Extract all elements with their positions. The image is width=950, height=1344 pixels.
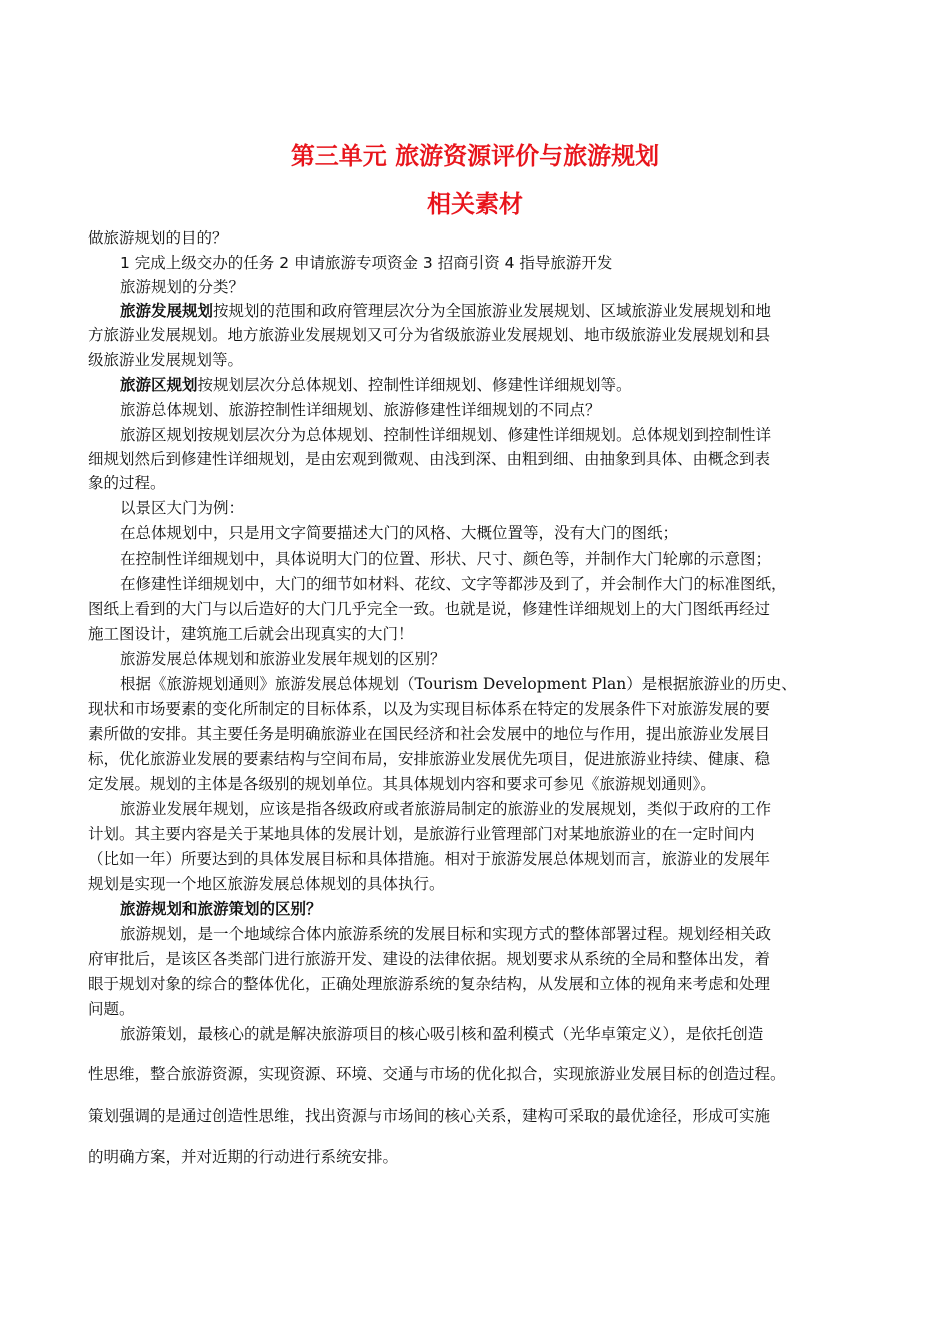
- text-line: 细规划然后到修建性详细规划，是由宏观到微观、由浅到深、由粗到细、由抽象到具体、由概念到表: [88, 450, 771, 468]
- text-line: 1 完成上级交办的任务 2 申请旅游专项资金 3 招商引资 4 指导旅游开发: [120, 254, 613, 272]
- text-line: 以景区大门为例：: [120, 499, 245, 517]
- bold-heading: 旅游规划和旅游策划的区别？: [120, 900, 322, 918]
- line-text: 按规划的范围和政府管理层次分为全国旅游业发展规划、区域旅游业发展规划和地: [213, 302, 772, 320]
- text-line: 素所做的安排。其主要任务是明确旅游业在国民经济和社会发展中的地位与作用，提出旅游业发展目: [88, 725, 771, 743]
- text-line: 旅游规划，是一个地域综合体内旅游系统的发展目标和实现方式的整体部署过程。规划经相关政: [120, 925, 772, 943]
- text-line: 级旅游业发展规划等。: [88, 351, 244, 369]
- line-text: 按规划层次分总体规划、控制性详细规划、修建性详细规划等。: [197, 376, 632, 394]
- text-line: 府审批后，是该区各类部门进行旅游开发、建设的法律依据。规划要求从系统的全局和整体出发，着: [88, 950, 771, 968]
- text-line: 做旅游规划的目的？: [88, 229, 228, 247]
- text-line: 眼于规划对象的综合的整体优化，正确处理旅游系统的复杂结构，从发展和立体的视角来考虑和处理: [88, 975, 771, 993]
- text-line: 问题。: [88, 1000, 135, 1018]
- text-line: 计划。其主要内容是关于某地具体的发展计划，是旅游行业管理部门对某地旅游业的在一定时间内: [88, 825, 755, 843]
- text-line: 规划是实现一个地区旅游发展总体规划的具体执行。: [88, 875, 445, 893]
- text-line: 在总体规划中，只是用文字简要描述大门的风格、大概位置等，没有大门的图纸；: [120, 524, 679, 542]
- text-line: 旅游总体规划、旅游控制性详细规划、旅游修建性详细规划的不同点？: [120, 401, 601, 419]
- text-line: （比如一年）所要达到的具体发展目标和具体措施。相对于旅游发展总体规划而言，旅游业的发展年: [88, 850, 771, 868]
- text-line: [120, 897, 322, 921]
- text-line: 旅游策划，最核心的就是解决旅游项目的核心吸引核和盈利模式（光华卓策定义），是依托创造: [120, 1025, 764, 1043]
- bold-term: 旅游区规划: [120, 376, 198, 394]
- text-line: 在控制性详细规划中，具体说明大门的位置、形状、尺寸、颜色等，并制作大门轮廓的示意图；: [120, 550, 772, 568]
- text-line: [120, 299, 771, 323]
- text-line: 根据《旅游规划通则》旅游发展总体规划（Tourism Development Plan）是根据旅游业的历史、: [120, 675, 797, 693]
- text-line: [120, 373, 632, 397]
- text-line: 图纸上看到的大门与以后造好的大门几乎完全一致。也就是说，修建性详细规划上的大门图纸再经过: [88, 600, 771, 618]
- text-line: 施工图设计，建筑施工后就会出现真实的大门！: [88, 625, 414, 643]
- text-line: 方旅游业发展规划。地方旅游业发展规划又可分为省级旅游业发展规划、地市级旅游业发展规划和县: [88, 326, 771, 344]
- text-line: 定发展。规划的主体是各级别的规划单位。其具体规划内容和要求可参见《旅游规划通则》。: [88, 775, 716, 793]
- text-line: 旅游业发展年规划，应该是指各级政府或者旅游局制定的旅游业的发展规划，类似于政府的工作: [120, 800, 772, 818]
- text-line: 现状和市场要素的变化所制定的目标体系，以及为实现目标体系在特定的发展条件下对旅游发展的要: [88, 700, 771, 718]
- text-line: 性思维，整合旅游资源，实现资源、环境、交通与市场的优化拟合，实现旅游业发展目标的创造过程。: [88, 1065, 786, 1083]
- page-subtitle: 相关素材: [427, 190, 523, 218]
- text-line: 策划强调的是通过创造性思维，找出资源与市场间的核心关系，建构可采取的最优途径，形成可实施: [88, 1107, 771, 1125]
- text-line: 在修建性详细规划中，大门的细节如材料、花纹、文字等都涉及到了，并会制作大门的标准图纸，: [120, 575, 787, 593]
- text-line: 的明确方案，并对近期的行动进行系统安排。: [88, 1148, 399, 1166]
- text-line: 旅游规划的分类？: [120, 278, 245, 296]
- text-line: 旅游发展总体规划和旅游业发展年规划的区别？: [120, 650, 446, 668]
- text-line: 象的过程。: [88, 474, 166, 492]
- bold-term: 旅游发展规划: [120, 302, 214, 320]
- page-title: 第三单元 旅游资源评价与旅游规划: [290, 142, 660, 170]
- text-line: 标，优化旅游业发展的要素结构与空间布局，安排旅游业发展优先项目，促进旅游业持续、健康、稳: [88, 750, 771, 768]
- text-line: 旅游区规划按规划层次分为总体规划、控制性详细规划、修建性详细规划。总体规划到控制性详: [120, 426, 772, 444]
